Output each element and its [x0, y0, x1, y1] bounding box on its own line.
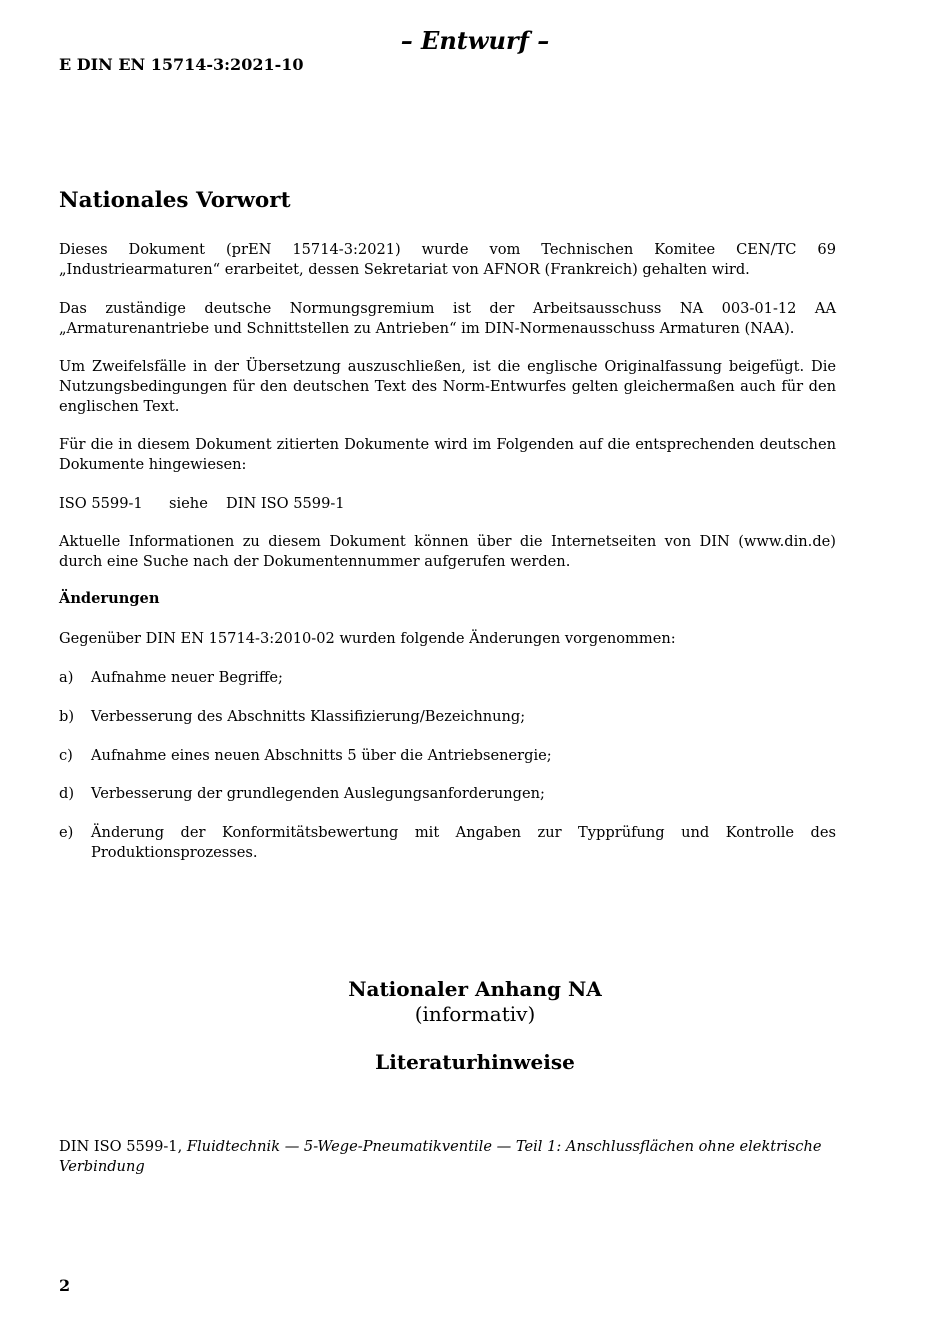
list-item-letter: a)	[59, 669, 74, 686]
list-item-letter: e)	[59, 824, 74, 841]
info-paragraph: Aktuelle Informationen zu diesem Dokument können über die Internetseiten von DIN (www.din.de) durch eine Suche nach der Dokumentennummer aufgerufen werden.	[59, 533, 836, 570]
reference-row	[59, 494, 345, 514]
document-id: E DIN EN 15714-3:2021-10	[59, 55, 304, 74]
bibliography-entry	[59, 1137, 836, 1177]
list-item	[59, 823, 836, 863]
list-item	[59, 784, 836, 804]
reference-source: ISO 5599-1	[59, 495, 143, 512]
list-item	[59, 746, 836, 766]
list-item-letter: c)	[59, 747, 73, 764]
annex-subtitle: (informativ)	[414, 1002, 536, 1026]
bibliography-entry-title: Fluidtechnik — 5-Wege-Pneumatikventile — Teil 1: Anschlussflächen ohne elektrische Verbindung	[59, 1138, 822, 1175]
list-item-text: Aufnahme eines neuen Abschnitts 5 über die Antriebsenergie;	[91, 747, 552, 764]
annex-title: Nationaler Anhang NA	[348, 977, 602, 1001]
list-item-letter: b)	[59, 708, 75, 725]
list-item-text: Verbesserung des Abschnitts Klassifizierung/Bezeichnung;	[91, 708, 526, 725]
foreword-paragraph-1: Dieses Dokument (prEN 15714-3:2021) wurde vom Technischen Komitee CEN/TC 69 „Industriearmaturen“ erarbeitet, dessen Sekretariat von AFNOR (Frankreich) gehalten wird.	[59, 241, 836, 278]
foreword-paragraph-2: Das zuständige deutsche Normungsgremium ist der Arbeitsausschuss NA 003-01-12 AA „Armaturenantriebe und Schnittstellen zu Antrieben“ im DIN-Normenausschuss Armaturen (NAA).	[59, 300, 836, 337]
foreword-paragraph-4: Für die in diesem Dokument zitierten Dokumente wird im Folgenden auf die entsprechenden deutschen Dokumente hingewiesen:	[59, 436, 836, 473]
draft-watermark-label: – Entwurf –	[400, 26, 550, 55]
reference-target: DIN ISO 5599-1	[226, 495, 345, 512]
changes-heading: Änderungen	[59, 590, 160, 607]
foreword-title: Nationales Vorwort	[59, 188, 291, 213]
list-item	[59, 707, 836, 727]
reference-relation: siehe	[169, 495, 208, 512]
list-item-text: Aufnahme neuer Begriffe;	[91, 669, 283, 686]
list-item	[59, 668, 836, 688]
page-number: 2	[59, 1276, 71, 1295]
foreword-paragraph-3: Um Zweifelsfälle in der Übersetzung auszuschließen, ist die englische Originalfassung beigefügt. Die Nutzungsbedingungen für den deutschen Text des Norm-Entwurfes gelten gleichermaßen auch für den englischen Text.	[59, 358, 836, 415]
list-item-text: Verbesserung der grundlegenden Auslegungsanforderungen;	[91, 785, 545, 802]
list-item-letter: d)	[59, 785, 75, 802]
bibliography-entry-id: DIN ISO 5599-1,	[59, 1138, 187, 1155]
bibliography-title: Literaturhinweise	[375, 1050, 575, 1074]
changes-intro: Gegenüber DIN EN 15714-3:2010-02 wurden folgende Änderungen vorgenommen:	[59, 630, 676, 647]
list-item-text: Änderung der Konformitätsbewertung mit Angaben zur Typprüfung und Kontrolle des Produktionsprozesses.	[91, 824, 836, 861]
